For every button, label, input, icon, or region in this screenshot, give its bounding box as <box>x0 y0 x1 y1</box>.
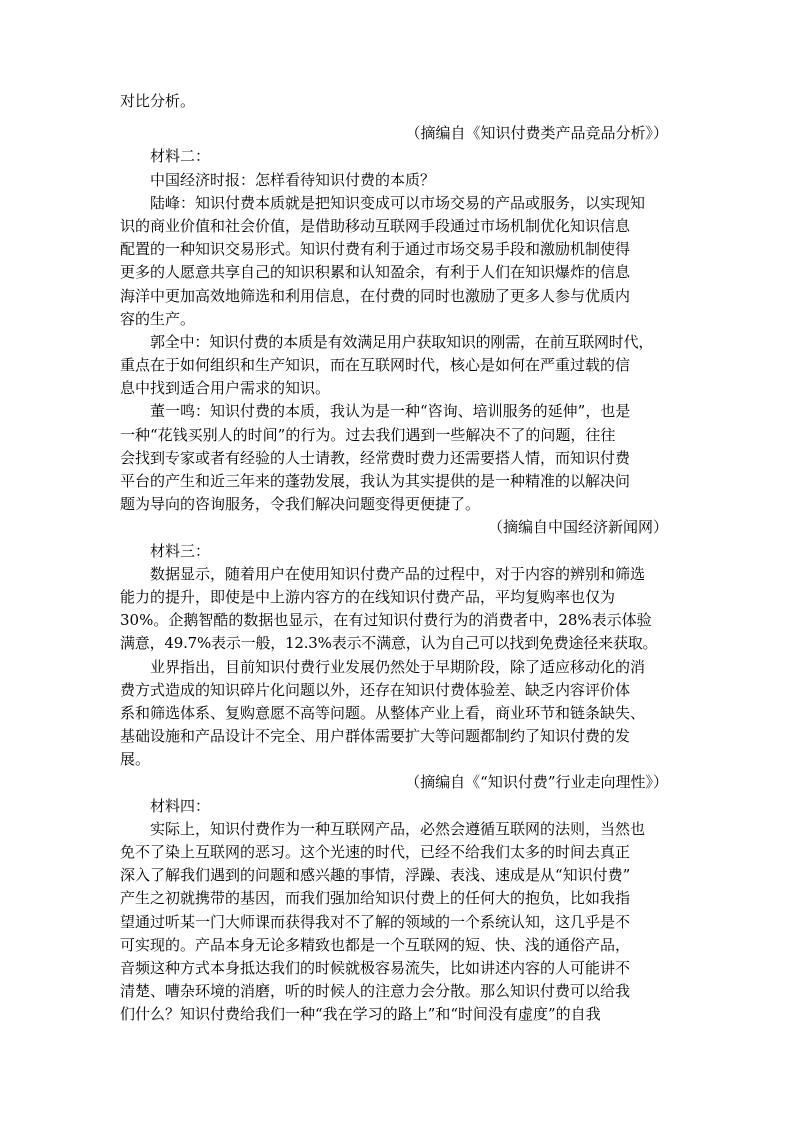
material-2-paragraph-1 <box>120 192 668 331</box>
material-2-label: 材料二： <box>150 147 211 166</box>
text-line: 识的商业价值和社会价值，是借助移动互联网手段通过市场机制优化知识信息 <box>120 216 631 235</box>
text-line: 数据显示，随着用户在使用知识付费产品的过程中，对于内容的辨别和筛选 <box>150 564 646 583</box>
material-3-paragraph-2 <box>120 656 668 772</box>
citation-material-1: （摘编自《知识付费类产品竞品分析》） <box>405 124 668 143</box>
intro-tail: 对比分析。 <box>120 92 196 110</box>
text-line: 费方式造成的知识碎片化问题以外，还存在知识付费体验差、缺乏内容评价体 <box>120 680 631 699</box>
text-line: 实际上，知识付费作为一种互联网产品，必然会遵循互联网的法则，当然也 <box>150 819 646 838</box>
material-4-paragraph-1 <box>120 818 668 1027</box>
text-line: 容的生产。 <box>120 309 196 328</box>
text-line: 息中找到适合用户需求的知识。 <box>120 379 331 398</box>
material-2-heading: 中国经济时报：怎样看待知识付费的本质？ <box>150 170 436 189</box>
material-3-label: 材料三： <box>150 541 211 560</box>
text-line: 平台的产生和近三年来的蓬勃发展，我认为其实提供的是一种精准的以解决问 <box>120 472 631 490</box>
text-line: 免不了染上互联网的恶习。这个光速的时代，已经不给我们太多的时间去真正 <box>120 843 631 861</box>
citation-material-2: （摘编自中国经济新闻网） <box>487 518 668 537</box>
text-line: 们什么？知识付费给我们一种“我在学习的路上”和“时间没有虚度”的自我 <box>120 1005 601 1024</box>
text-line: 郭全中：知识付费的本质是有效满足用户获取知识的刚需，在前互联网时代， <box>150 332 654 351</box>
text-line: 会找到专家或者有经验的人士请教，经常费时费力还需要搭人情，而知识付费 <box>120 448 631 467</box>
text-line: 可实现的。产品本身无论多精致也都是一个互联网的短、快、浅的通俗产品， <box>120 935 631 954</box>
text-line: 一种“花钱买别人的时间”的行为。过去我们遇到一些解决不了的问题，往往 <box>120 425 616 444</box>
text-line: 题为导向的咨询服务，令我们解决问题变得更便捷了。 <box>120 495 481 514</box>
text-line: 业界指出，目前知识付费行业发展仍然处于早期阶段，除了适应移动化的消 <box>150 657 646 676</box>
document-page <box>120 90 668 1027</box>
material-4-label: 材料四： <box>150 796 211 815</box>
text-line: 海洋中更加高效地筛选和利用信息，在付费的同时也激励了更多人参与优质内 <box>120 286 631 305</box>
text-line: 更多的人愿意共享自己的知识积累和认知盈余，有利于人们在知识爆炸的信息 <box>120 263 631 282</box>
material-2-paragraph-3 <box>120 400 668 516</box>
text-line: 30%。企鹅智酷的数据也显示，在有过知识付费行为的消费者中，28%表示体验 <box>120 611 652 630</box>
text-line: 产生之初就携带的基因，而我们强加给知识付费上的任何大的抱负，比如我指 <box>120 889 631 908</box>
text-line: 基础设施和产品设计不完全、用户群体需要扩大等问题都制约了知识付费的发 <box>120 727 631 746</box>
text-line: 深入了解我们遇到的问题和感兴趣的事情，浮躁、表浅、速成是从“知识付费” <box>120 866 631 885</box>
text-line: 展。 <box>120 750 151 769</box>
text-line: 陆峰：知识付费本质就是把知识变成可以市场交易的产品或服务，以实现知 <box>150 193 646 212</box>
material-3-paragraph-1 <box>120 563 668 656</box>
text-line: 满意，49.7%表示一般，12.3%表示不满意，认为自己可以找到免费途径来获取。 <box>120 634 658 653</box>
text-line: 重点在于如何组织和生产知识，而在互联网时代，核心是如何在严重过载的信 <box>120 356 631 375</box>
text-line: 音频这种方式本身抵达我们的时候就极容易流失，比如讲述内容的人可能讲不 <box>120 958 631 977</box>
text-line: 清楚、嘈杂环境的消磨，听的时候人的注意力会分散。那么知识付费可以给我 <box>120 982 631 1001</box>
citation-material-3: （摘编自《“知识付费”行业走向理性》） <box>405 773 668 792</box>
material-2-paragraph-2 <box>120 331 668 401</box>
text-line: 能力的提升，即使是中上游内容方的在线知识付费产品，平均复购率也仅为 <box>120 587 616 606</box>
text-line: 配置的一种知识交易形式。知识付费有利于通过市场交易手段和激励机制使得 <box>120 240 631 259</box>
text-line: 董一鸣：知识付费的本质，我认为是一种“咨询、培训服务的延伸”，也是 <box>150 402 631 421</box>
text-line: 望通过听某一门大师课而获得我对不了解的领域的一个系统认知，这几乎是不 <box>120 912 631 931</box>
text-line: 系和筛选体系、复购意愿不高等问题。从整体产业上看，商业环节和链条缺失、 <box>120 703 646 722</box>
